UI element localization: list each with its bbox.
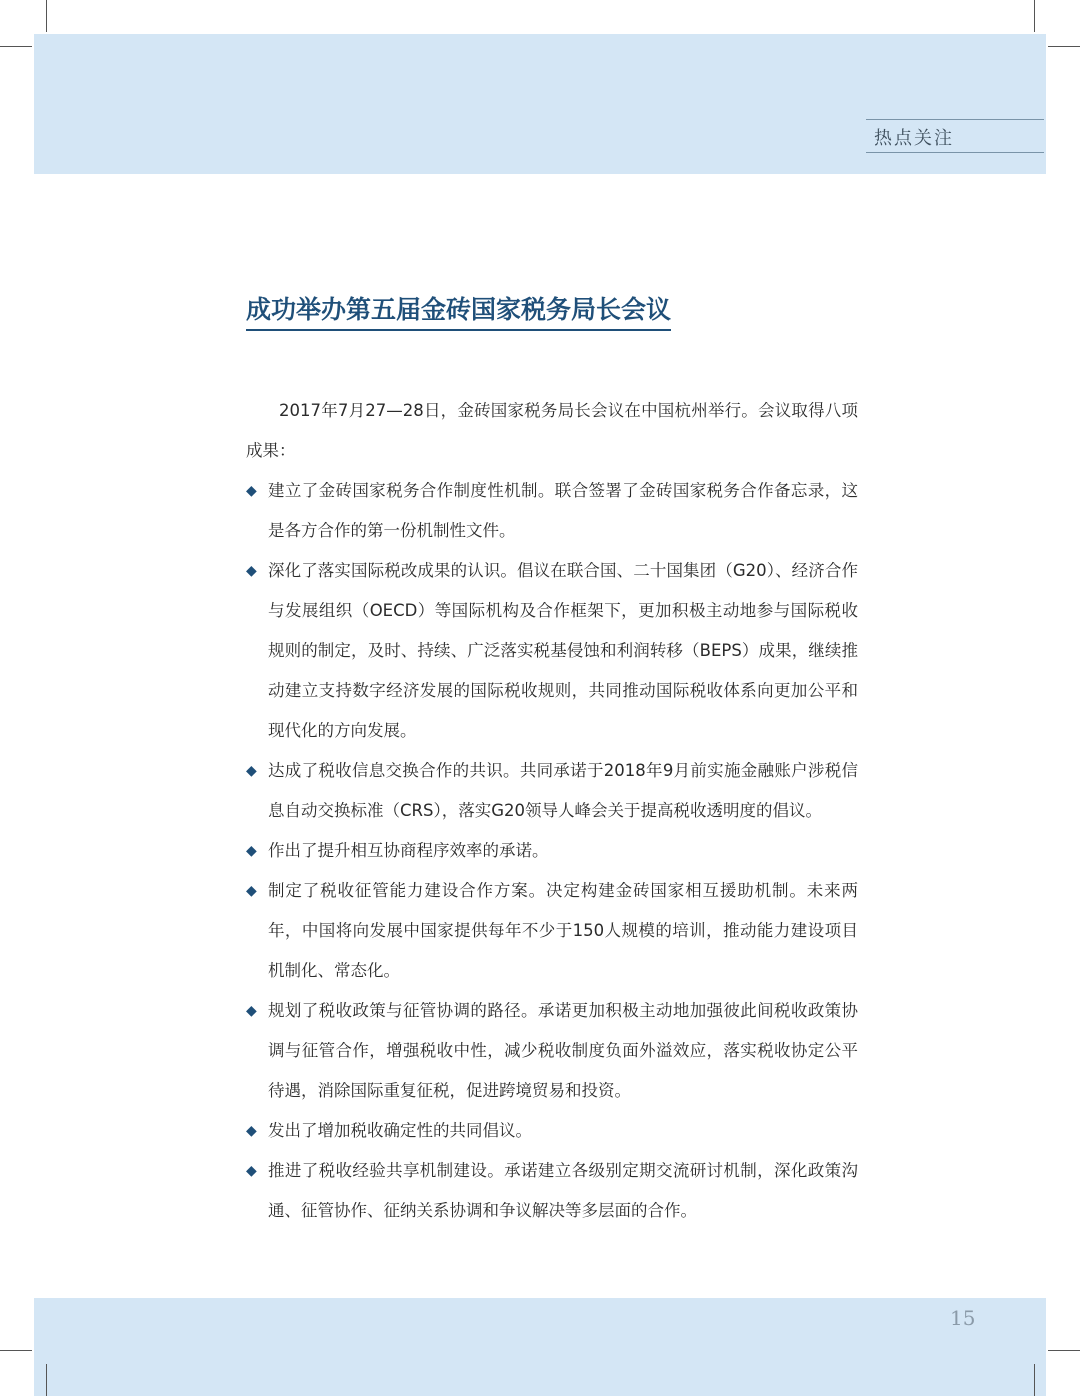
article-body: [246, 391, 858, 1231]
crop-mark: [46, 1364, 47, 1396]
crop-mark: [0, 46, 32, 47]
list-item-text: 制定了税收征管能力建设合作方案。决定构建金砖国家相互援助机制。未来两年，中国将向发展中国家提供每年不少于150人规模的培训，推动能力建设项目机制化、常态化。: [268, 881, 858, 980]
list-item: [246, 871, 858, 991]
section-tag: [866, 119, 1044, 153]
article-title: 成功举办第五届金砖国家税务局长会议: [246, 290, 671, 331]
crop-mark: [46, 0, 47, 32]
list-item-text: 作出了提升相互协商程序效率的承诺。: [268, 841, 549, 860]
diamond-bullet-icon: ◆: [246, 1003, 257, 1019]
list-item: [246, 1151, 858, 1231]
results-list: [246, 471, 858, 1231]
list-item-text: 建立了金砖国家税务合作制度性机制。联合签署了金砖国家税务合作备忘录，这是各方合作的第一份机制性文件。: [268, 481, 858, 540]
diamond-bullet-icon: ◆: [246, 763, 257, 779]
page-number: 15: [950, 1306, 976, 1330]
list-item: [246, 1111, 858, 1151]
crop-mark: [1048, 46, 1080, 47]
list-item: [246, 991, 858, 1111]
intro-paragraph: 2017年7月27—28日，金砖国家税务局长会议在中国杭州举行。会议取得八项成果：: [246, 401, 858, 460]
diamond-bullet-icon: ◆: [246, 883, 257, 899]
diamond-bullet-icon: ◆: [246, 563, 257, 579]
list-item-text: 推进了税收经验共享机制建设。承诺建立各级别定期交流研讨机制，深化政策沟通、征管协作、征纳关系协调和争议解决等多层面的合作。: [268, 1161, 858, 1220]
crop-mark: [0, 1350, 32, 1351]
list-item-text: 达成了税收信息交换合作的共识。共同承诺于2018年9月前实施金融账户涉税信息自动交换标准（CRS），落实G20领导人峰会关于提高税收透明度的倡议。: [268, 761, 858, 820]
crop-mark: [1034, 1364, 1035, 1396]
list-item: [246, 751, 858, 831]
list-item: [246, 471, 858, 551]
diamond-bullet-icon: ◆: [246, 483, 257, 499]
diamond-bullet-icon: ◆: [246, 843, 257, 859]
header-band: [34, 34, 1046, 174]
list-item: [246, 551, 858, 751]
crop-mark: [1034, 0, 1035, 32]
crop-mark: [1048, 1350, 1080, 1351]
diamond-bullet-icon: ◆: [246, 1163, 257, 1179]
list-item-text: 规划了税收政策与征管协调的路径。承诺更加积极主动地加强彼此间税收政策协调与征管合作，增强税收中性，减少税收制度负面外溢效应，落实税收协定公平待遇，消除国际重复征税，促进跨境贸易和投资。: [268, 1001, 858, 1100]
footer-band: [34, 1298, 1046, 1396]
diamond-bullet-icon: ◆: [246, 1123, 257, 1139]
section-tag-label: 热点关注: [874, 128, 954, 149]
list-item: [246, 831, 858, 871]
list-item-text: 深化了落实国际税改成果的认识。倡议在联合国、二十国集团（G20）、经济合作与发展组织（OECD）等国际机构及合作框架下，更加积极主动地参与国际税收规则的制定，及时、持续、广泛落实税基侵蚀和利润转移（BEPS）成果，继续推动建立支持数字经济发展的国际税收规则，共同推动国际税收体系向更加公平和现代化的方向发展。: [268, 561, 858, 740]
list-item-text: 发出了增加税收确定性的共同倡议。: [268, 1121, 532, 1140]
